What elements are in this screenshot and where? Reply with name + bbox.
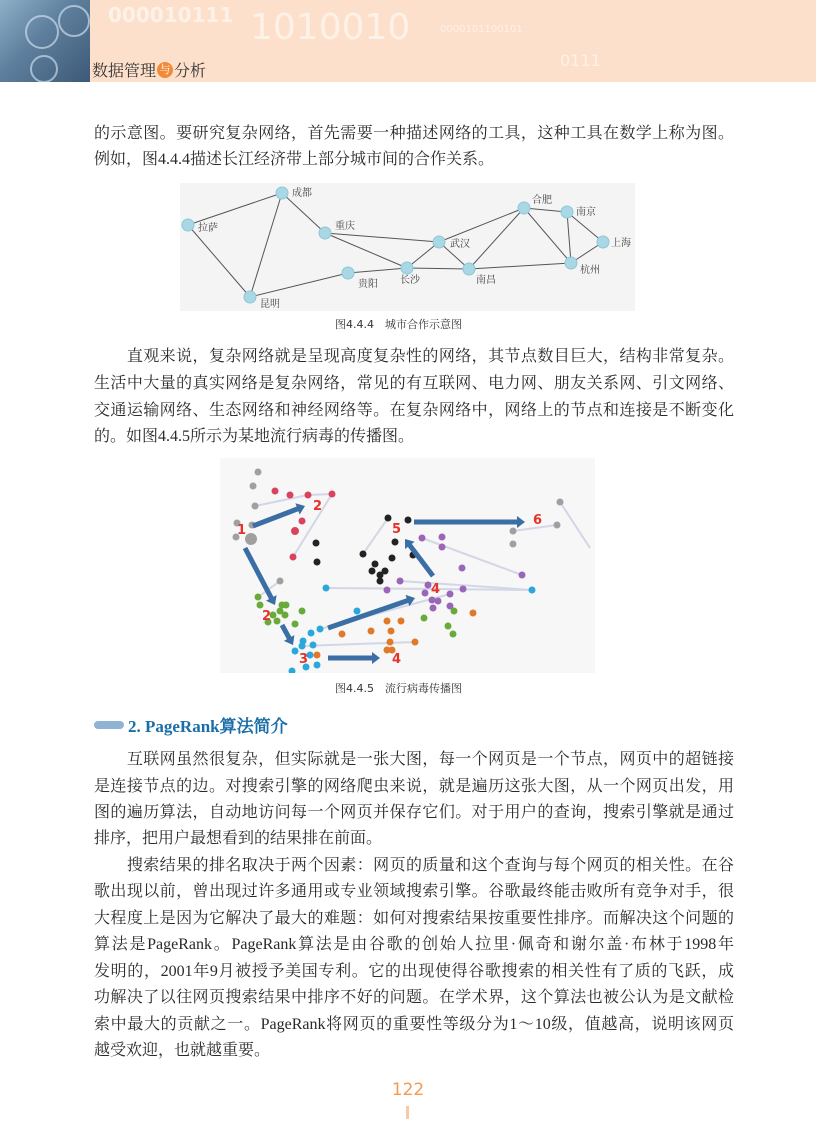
stage-label: 4 [392,652,402,667]
figure-caption: 图4.4.4 城市合作示意图 [335,318,462,331]
page-header [0,0,816,82]
graph-edge [469,263,571,269]
graph-edge [188,225,250,297]
city-node [565,257,577,269]
city-label: 合肥 [532,195,552,206]
infected-node [384,618,391,625]
city-label: 重庆 [335,221,355,232]
city-label: 南京 [576,207,596,218]
graph-edge [348,268,407,273]
page-number-bar [406,1106,409,1119]
city-node [433,236,445,248]
infected-node [245,533,257,545]
paragraph-line: 直观来说，复杂网络就是呈现高度复杂性的网络，其节点数目巨大，结构非常复杂。 [94,348,734,365]
transmission-link [255,495,308,506]
paragraph-line: 越受欢迎，也就越重要。 [94,1042,271,1059]
infected-node [557,499,564,506]
transmission-link [302,642,415,646]
infected-node [451,608,458,615]
city-label: 贵阳 [358,279,378,290]
paragraph-line: 发明的，2001年9月被授予美国专利。它的出现使得谷歌搜索的相关性有了质的飞跃，成 [94,963,734,980]
infected-node [339,631,346,638]
city-node [182,219,194,231]
infected-node [372,561,379,568]
infected-node [510,528,517,535]
city-network-graph [180,183,635,311]
paragraph-line: 图的遍历算法，自动地访问每一个网页并保存它们。对于用户的查询，搜索引擎就是通过 [94,804,734,821]
epidemic-spread-graph [220,458,595,673]
city-label: 武汉 [450,239,470,250]
paragraph-line: 功解决了以往网页搜索结果中排序不好的问题。在学术界，这个算法也被公认为是文献检 [94,989,734,1006]
graph-edge [250,273,348,297]
infected-node [274,618,281,625]
infected-node [384,587,391,594]
infected-node [287,492,294,499]
spread-arrow [414,516,525,528]
infected-node [412,639,419,646]
city-label: 南昌 [476,275,496,286]
infected-node [272,488,279,495]
graph-edge [439,208,524,242]
chapter-title-part1: 数据管理 [92,61,157,80]
city-node [342,267,354,279]
infected-node [397,578,404,585]
infected-node [554,522,561,529]
infected-node [283,602,290,609]
paragraph-line: 大程度上是因为它解决了最大的难题：如何对搜索结果按重要性排序。而解决这个问题的 [94,910,734,927]
page-number: 122 [391,1080,425,1100]
infected-node [439,534,446,541]
figure-caption: 图4.4.5 流行病毒传播图 [335,682,462,695]
paragraph-line: 是连接节点的边。对搜索引擎的网络爬虫来说，就是遍历这张大图，从一个网页出发，用 [94,778,734,795]
city-node [463,263,475,275]
infected-node [519,572,526,579]
city-node [518,202,530,214]
city-node [244,291,256,303]
city-label: 长沙 [400,275,420,286]
city-node [319,227,331,239]
city-label: 成都 [292,188,312,199]
infected-node [314,662,321,669]
infected-node [445,623,452,630]
stage-label: 1 [237,523,247,538]
city-network-figure [180,183,635,311]
city-label: 拉萨 [198,223,218,234]
infected-node [299,608,306,615]
infected-node [360,551,367,558]
stage-label: 2 [313,499,323,514]
paragraph-line: 歌出现以前，曾出现过许多通用或专业领域搜索引擎。谷歌最终能击败所有竞争对手，很 [94,883,734,900]
city-label: 上海 [611,238,631,249]
stage-label: 6 [533,513,543,528]
infected-node [255,469,262,476]
city-node [597,236,609,248]
infected-node [368,628,375,635]
infected-node [388,628,395,635]
paragraph-line: 互联网虽然很复杂，但实际就是一张大图，每一个网页是一个节点，网页中的超链接 [94,751,734,768]
paragraph-line: 交通运输网络、生态网络和神经网络等。在复杂网络中，网络上的节点和连接是不断变化 [94,402,734,419]
graph-edge [407,268,469,269]
transmission-link [422,538,522,575]
infected-node [510,541,517,548]
infected-node [299,518,306,525]
infected-node [447,591,454,598]
infected-node [405,517,412,524]
paragraph-line: 例如，图4.4.4描述长江经济带上部分城市间的合作关系。 [94,151,495,168]
transmission-link [363,518,388,554]
infected-node [282,612,289,619]
infected-node [292,648,299,655]
stage-label: 5 [392,522,402,537]
infected-node [385,515,392,522]
infected-node [290,554,297,561]
city-label: 杭州 [580,265,600,276]
infected-node [529,587,536,594]
city-node [276,187,288,199]
paragraph-line: 索中最大的贡献之一。PageRank将网页的重要性等级分为1～10级，值越高，说明该网页 [94,1016,734,1033]
spread-arrow [405,539,435,578]
header-photo [0,0,90,82]
section-heading [94,712,288,737]
chapter-title-part2: 分析 [174,61,207,80]
spread-arrow [252,503,305,528]
infected-node [323,585,330,592]
stage-label: 3 [299,652,309,667]
binary-decor: 1010010 [250,7,411,48]
paragraph-line: 算法是PageRank。PageRank算法是由谷歌的创始人拉里·佩奇和谢尔盖·布林于1998年 [94,936,734,953]
section-heading-text: 2. PageRank算法简介 [128,717,288,736]
epidemic-spread-figure [220,458,595,673]
paragraph-line: 的示意图。要研究复杂网络，首先需要一种描述网络的工具，这种工具在数学上称为图。 [94,125,734,142]
binary-decor: 0000101100101 [440,24,523,35]
infected-node [329,491,336,498]
paragraph-line: 生活中大量的真实网络是复杂网络，常见的有互联网、电力网、朋友关系网、引文网络、 [94,375,734,392]
spread-arrow [280,624,295,645]
infected-node [291,527,299,535]
infected-node [310,642,317,649]
infected-node [317,626,324,633]
stage-label: 4 [431,582,441,597]
infected-node [369,568,376,575]
graph-edge [250,193,282,297]
spread-arrow [328,652,380,664]
infected-node [387,639,394,646]
graph-edge [469,208,524,269]
infected-node [398,618,405,625]
spread-arrow [327,595,415,630]
infected-node [308,630,315,637]
gear-icon [25,15,59,49]
infected-node [421,615,428,622]
infected-node [419,535,426,542]
paragraph-line: 的。如图4.4.5所示为某地流行病毒的传播图。 [94,428,415,445]
city-node [561,206,573,218]
chart-icon [58,5,90,37]
infected-node [299,643,306,650]
infected-node [255,594,262,601]
infected-node [289,668,296,674]
city-node [401,262,413,274]
infected-node [382,568,389,575]
infected-node [292,621,299,628]
paragraph-line: 排序，把用户最想看到的结果排在前面。 [94,830,383,847]
graph-edge [282,193,325,233]
graph-edge [567,212,571,263]
heading-bar-decor [94,721,124,729]
infected-node [430,605,437,612]
infected-node [257,602,264,609]
transmission-link [308,494,332,495]
infected-node [435,598,442,605]
binary-decor: 000010111 [108,3,234,27]
infected-node [392,539,399,546]
infected-node [354,608,361,615]
infected-node [450,631,457,638]
binary-decor: 0111 [560,51,601,70]
infected-node [313,540,320,547]
infected-node [314,559,321,566]
infected-node [277,578,284,585]
infected-node [429,597,436,604]
infected-node [305,492,312,499]
infected-node [459,565,466,572]
transmission-link [560,502,590,548]
infected-node [314,652,321,659]
city-label: 昆明 [260,299,280,310]
infected-node [439,544,446,551]
infected-node [460,586,467,593]
infected-node [422,590,429,597]
graph-edge [188,193,282,225]
chapter-title-connector: 与 [157,62,173,78]
infected-node [252,503,259,510]
search-icon [30,55,58,82]
infected-node [377,578,384,585]
infected-node [389,555,396,562]
infected-node [250,483,257,490]
paragraph-line: 搜索结果的排名取决于两个因素：网页的质量和这个查询与每个网页的相关性。在谷 [94,857,734,874]
chapter-title [92,58,206,81]
infected-node [470,610,477,617]
stage-label: 2 [262,609,272,624]
